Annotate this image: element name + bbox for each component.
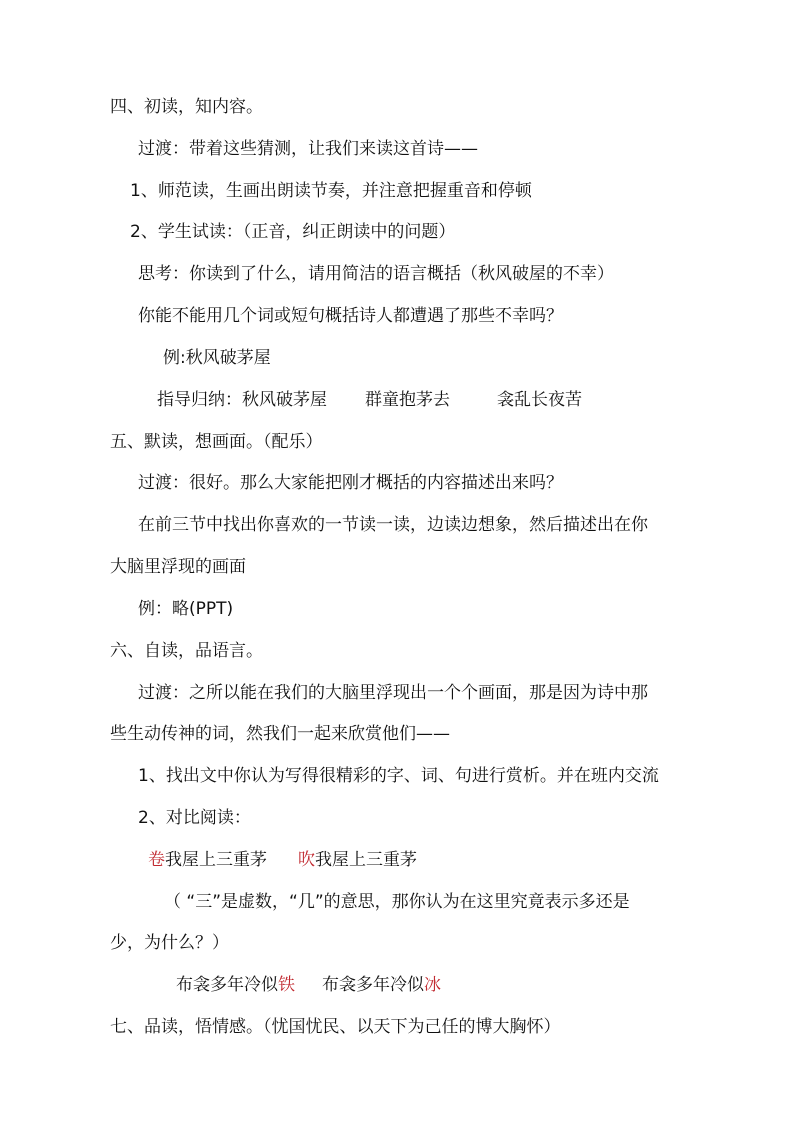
list-item: 1、师范读，生画出朗读节奏，并注意把握重音和停顿 <box>130 181 532 201</box>
list-item: 2、学生试读：（正音，纠正朗读中的问题） <box>130 222 456 242</box>
paragraph: 过渡：之所以能在我们的大脑里浮现出一个个画面，那是因为诗中那 <box>138 683 648 703</box>
section-heading: 五、默读，想画面。（配乐） <box>110 432 323 452</box>
summary-item: 群童抱茅去 <box>365 390 450 410</box>
summary-label: 指导归纳： <box>157 390 242 410</box>
example-line: 例:秋风破茅屋 <box>163 348 271 368</box>
summary-line <box>157 388 582 412</box>
paragraph: 在前三节中找出你喜欢的一节读一读，边读边想象，然后描述出在你 <box>138 515 648 535</box>
compare-line <box>148 848 417 872</box>
highlight-word: 铁 <box>278 975 295 995</box>
summary-item: 衾乱长夜苦 <box>497 390 582 410</box>
paragraph: 过渡：很好。那么大家能把刚才概括的内容描述出来吗？ <box>138 473 563 493</box>
paragraph: （ “三”是虚数，“几”的意思，那你认为在这里究竟表示多还是 <box>164 892 630 912</box>
compare-text: 布衾多年冷似 <box>176 975 278 995</box>
paragraph: 你能不能用几个词或短句概括诗人都遭遇了那些不幸吗？ <box>138 306 563 326</box>
compare-line <box>176 973 441 997</box>
highlight-word: 吹 <box>298 850 315 870</box>
list-item: 2、对比阅读： <box>138 808 251 828</box>
compare-text: 布衾多年冷似 <box>322 975 424 995</box>
compare-text: 我屋上三重茅 <box>165 850 267 870</box>
paragraph: 少，为什么？） <box>110 933 229 953</box>
paragraph: 过渡：带着这些猜测，让我们来读这首诗—— <box>138 139 478 159</box>
highlight-word: 冰 <box>424 975 441 995</box>
paragraph: 些生动传神的词，然我们一起来欣赏他们—— <box>110 724 450 744</box>
paragraph: 思考：你读到了什么，请用简洁的语言概括（秋风破屋的不幸） <box>138 264 614 284</box>
summary-item: 秋风破茅屋 <box>242 390 327 410</box>
section-heading: 六、自读，品语言。 <box>110 641 263 661</box>
section-heading: 七、品读，悟情感。（忧国忧民、以天下为己任的博大胸怀） <box>110 1017 561 1037</box>
paragraph: 大脑里浮现的画面 <box>110 557 246 577</box>
section-heading: 四、初读，知内容。 <box>110 97 263 117</box>
list-item: 1、找出文中你认为写得很精彩的字、词、句进行赏析。并在班内交流 <box>138 766 659 786</box>
compare-text: 我屋上三重茅 <box>315 850 417 870</box>
highlight-word: 卷 <box>148 850 165 870</box>
example-line: 例：略(PPT) <box>138 599 234 619</box>
